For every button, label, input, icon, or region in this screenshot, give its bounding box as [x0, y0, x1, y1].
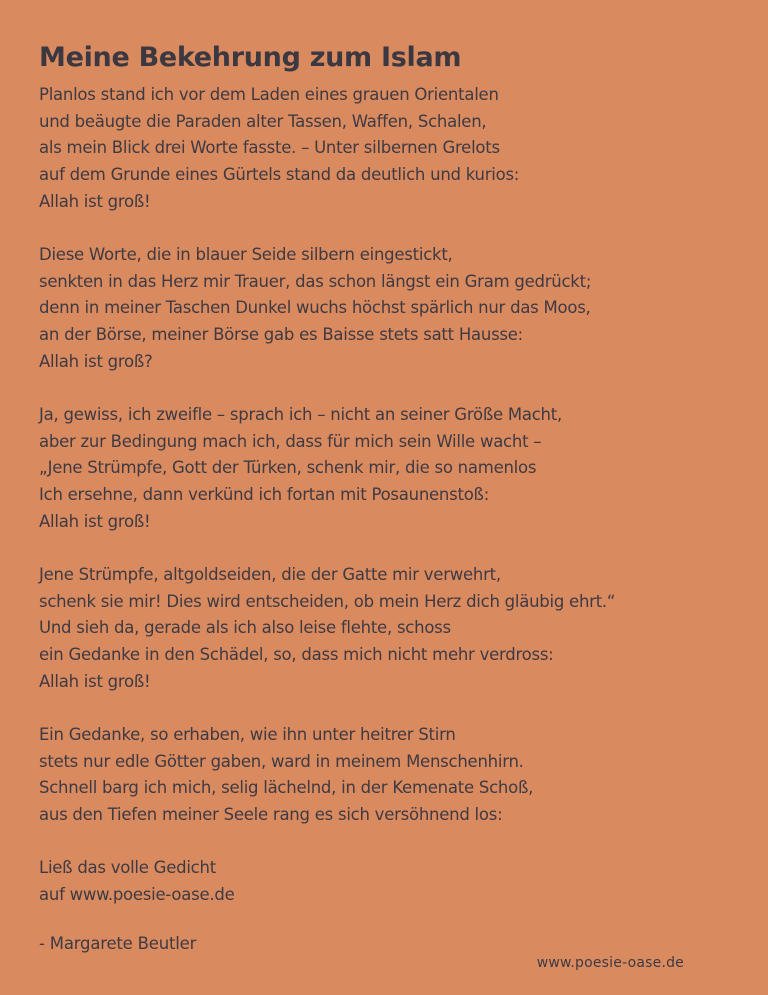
stanza-5	[39, 722, 739, 829]
poem-line: Jene Strümpfe, altgoldseiden, die der Gatte mir verwehrt,	[39, 565, 501, 585]
poem-line: stets nur edle Götter gaben, ward in meinem Menschenhirn.	[39, 751, 524, 771]
poem-line: Allah ist groß!	[39, 191, 151, 211]
poem-line: Allah ist groß!	[39, 511, 151, 531]
poem-line: ein Gedanke in den Schädel, so, dass mich nicht mehr verdross:	[39, 645, 554, 665]
poem-line: Ein Gedanke, so erhaben, wie ihn unter heitrer Stirn	[39, 725, 456, 745]
poem-line: aus den Tiefen meiner Seele rang es sich versöhnend los:	[39, 805, 503, 825]
poem-title: Meine Bekehrung zum Islam	[39, 42, 462, 73]
author-credit: - Margarete Beutler	[39, 934, 197, 953]
poem-line: an der Börse, meiner Börse gab es Baisse stets satt Hausse:	[39, 325, 523, 345]
poem-line: denn in meiner Taschen Dunkel wuchs höchst spärlich nur das Moos,	[39, 298, 591, 318]
poem-line: als mein Blick drei Worte fasste. – Unter silbernen Grelots	[39, 138, 500, 158]
stanza-4	[39, 562, 739, 696]
read-more-note	[39, 855, 739, 908]
poem-line: senkten in das Herz mir Trauer, das schon längst ein Gram gedrückt;	[39, 271, 592, 291]
poem-line: Planlos stand ich vor dem Laden eines grauen Orientalen	[39, 85, 499, 104]
poem-line: Schnell barg ich mich, selig lächelnd, in der Kemenate Schoß,	[39, 778, 534, 798]
poem-page	[39, 40, 739, 935]
poem-line: Diese Worte, die in blauer Seide silbern eingestickt,	[39, 245, 453, 265]
poem-line: aber zur Bedingung mach ich, dass für mich sein Wille wacht –	[39, 431, 542, 451]
site-url[interactable]: www.poesie-oase.de	[536, 955, 684, 971]
poem-line: Allah ist groß!	[39, 671, 151, 691]
stanza-2	[39, 242, 739, 376]
poem-line: Ich ersehne, dann verkünd ich fortan mit Posaunenstoß:	[39, 485, 490, 505]
note-line: Ließ das volle Gedicht	[39, 858, 216, 878]
poem-line: auf dem Grunde eines Gürtels stand da deutlich und kurios:	[39, 165, 520, 185]
poem-line: Allah ist groß?	[39, 351, 153, 371]
poem-line: Und sieh da, gerade als ich also leise flehte, schoss	[39, 618, 451, 638]
stanza-1	[39, 82, 739, 216]
stanza-3	[39, 402, 739, 536]
poem-line: schenk sie mir! Dies wird entscheiden, ob mein Herz dich gläubig ehrt.“	[39, 591, 616, 611]
note-link-text[interactable]: auf www.poesie-oase.de	[39, 885, 235, 905]
poem-line: Ja, gewiss, ich zweifle – sprach ich – nicht an seiner Größe Macht,	[39, 405, 562, 425]
poem-line: und beäugte die Paraden alter Tassen, Waffen, Schalen,	[39, 111, 487, 131]
poem-line: „Jene Strümpfe, Gott der Türken, schenk mir, die so namenlos	[39, 458, 537, 478]
